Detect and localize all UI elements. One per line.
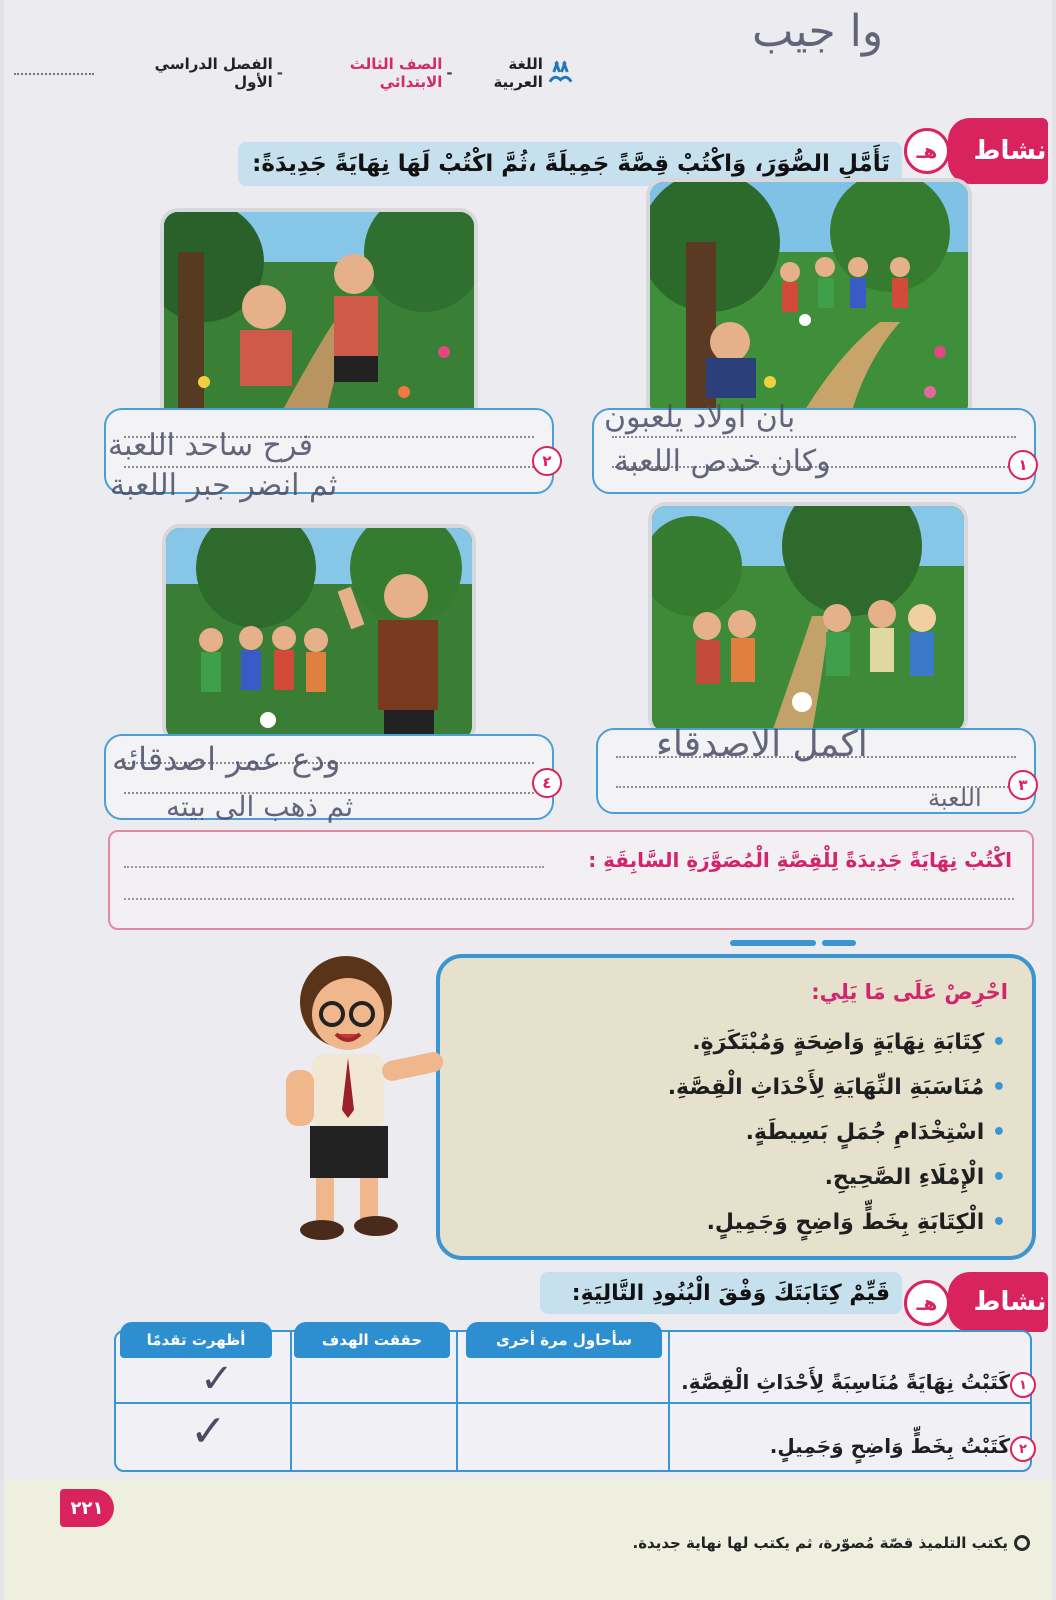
handwritten-caption-1b: وكان خدص اللعبة xyxy=(614,444,831,479)
subject-label: اللغة العربية xyxy=(493,55,543,91)
decorative-bar xyxy=(822,940,856,946)
tip-item: • الْكِتَابَةِ بِخَطٍّ وَاضِحٍ وَجَمِيلٍ. xyxy=(668,1200,1006,1245)
column-showed-progress: أظهرت تقدمًا xyxy=(120,1322,272,1358)
checkmark-criterion-1[interactable]: ✓ xyxy=(200,1356,238,1402)
decorative-bar xyxy=(730,940,816,946)
story-picture-1 xyxy=(650,182,968,418)
criterion-1-text: كَتَبْتُ نِهَايَةً مُنَاسِبَةً لِأَحْدَاثِ الْقِصَّةِ. xyxy=(681,1370,1010,1394)
boy-character-illustration xyxy=(266,950,456,1250)
column-try-again: سأحاول مرة أخرى xyxy=(466,1322,662,1358)
tips-list xyxy=(668,1020,1006,1245)
page-header xyxy=(116,55,574,91)
tips-box xyxy=(436,954,1036,1260)
new-ending-prompt: اكْتُبْ نِهَايَةً جَدِيدَةً لِلْقِصَّةِ الْمُصَوَّرَةِ السَّابِقَةِ : xyxy=(588,848,1012,872)
story-picture-2 xyxy=(164,212,474,426)
criterion-2-text: كَتَبْتُ بِخَطٍّ وَاضِحٍ وَجَمِيلٍ. xyxy=(769,1434,1010,1458)
header-dotted-line xyxy=(14,73,94,75)
picture-number-2: ٢ xyxy=(532,446,562,476)
activity2-instruction: قَيِّمْ كِتَابَتَكَ وَفْقَ الْبُنُودِ التَّالِيَةِ: xyxy=(540,1272,902,1314)
grade-label: الصف الثالث الابتدائي xyxy=(349,55,443,91)
writing-line xyxy=(612,436,1016,438)
activity1-badge xyxy=(916,118,1048,184)
boy-comforting-friend-illustration xyxy=(164,212,474,426)
table-divider xyxy=(290,1332,292,1470)
header-separator: - xyxy=(276,64,283,82)
activity2-badge xyxy=(916,1272,1048,1332)
picture-number-3: ٣ xyxy=(1008,770,1038,800)
table-divider xyxy=(456,1332,458,1470)
activity-badge-label: نشاط xyxy=(973,1287,1047,1317)
boy-waving-goodbye-illustration xyxy=(166,528,472,740)
friends-continue-playing-illustration xyxy=(652,506,964,732)
activity-badge-label: نشاط xyxy=(973,136,1047,166)
handwritten-caption-2b: ثم انضر جبر اللعبة xyxy=(110,468,338,503)
activity-letter-icon: هـ xyxy=(904,1280,950,1326)
handwritten-caption-4a: ودع عمر اصدقائه xyxy=(112,740,341,778)
target-icon xyxy=(1014,1535,1030,1551)
writing-line xyxy=(124,866,544,868)
footer-note xyxy=(633,1534,1031,1552)
handwritten-caption-2a: فرح ساحد اللعبة xyxy=(108,428,313,463)
header-separator: - xyxy=(446,64,453,82)
tips-title: احْرِصْ عَلَى مَا يَلِي: xyxy=(811,980,1008,1004)
picture-number-4: ٤ xyxy=(532,768,562,798)
handwritten-caption-3b: اللعبة xyxy=(928,784,982,812)
picture-number-1: ١ xyxy=(1008,450,1038,480)
handwritten-caption-4b: ثم ذهب الى بيته xyxy=(166,790,354,823)
book-logo-icon xyxy=(547,60,574,86)
tip-item: • مُنَاسَبَةِ النِّهَايَةِ لِأَحْدَاثِ الْقِصَّةِ. xyxy=(668,1065,1006,1110)
column-achieved-goal: حققت الهدف xyxy=(294,1322,450,1358)
activity1-instruction: تَأَمَّلِ الصُّوَرَ، وَاكْتُبْ قِصَّةً جَمِيلَةً ،ثُمَّ اكْتُبْ لَهَا نِهَايَةً جَدِيدَةً: xyxy=(238,142,902,186)
page-number: ٢٢١ xyxy=(60,1489,114,1527)
tip-item: • كِتَابَةِ نِهَايَةٍ وَاضِحَةٍ وَمُبْتَكَرَةٍ. xyxy=(668,1020,1006,1065)
table-divider xyxy=(116,1402,1030,1404)
story-picture-4 xyxy=(166,528,472,740)
term-label: الفصل الدراسي الأول xyxy=(154,55,273,91)
handwritten-name: وا جيب xyxy=(752,6,884,57)
footer-note-text: يكتب التلميذ قصّة مُصوّرة، ثم يكتب لها نهاية جديدة. xyxy=(632,1534,1008,1552)
handwritten-caption-3a: اكمل الاصدقاء xyxy=(656,724,868,765)
kids-playing-ball-illustration xyxy=(650,182,968,418)
criterion-2-number: ٢ xyxy=(1010,1436,1036,1462)
table-divider xyxy=(668,1332,670,1470)
writing-line xyxy=(124,898,1014,900)
new-ending-box[interactable] xyxy=(108,830,1034,930)
criterion-1-number: ١ xyxy=(1010,1372,1036,1398)
checkmark-criterion-2[interactable]: ✓ xyxy=(190,1406,231,1457)
workbook-page xyxy=(4,0,1052,1600)
tip-item: • اسْتِخْدَامِ جُمَلٍ بَسِيطَةٍ. xyxy=(668,1110,1006,1155)
tip-item: • الْإِمْلَاءِ الصَّحِيحِ. xyxy=(668,1155,1006,1200)
handwritten-caption-1a: بان اولاد يلعبون xyxy=(604,400,796,435)
activity-letter-icon: هـ xyxy=(904,128,950,174)
story-picture-3 xyxy=(652,506,964,732)
